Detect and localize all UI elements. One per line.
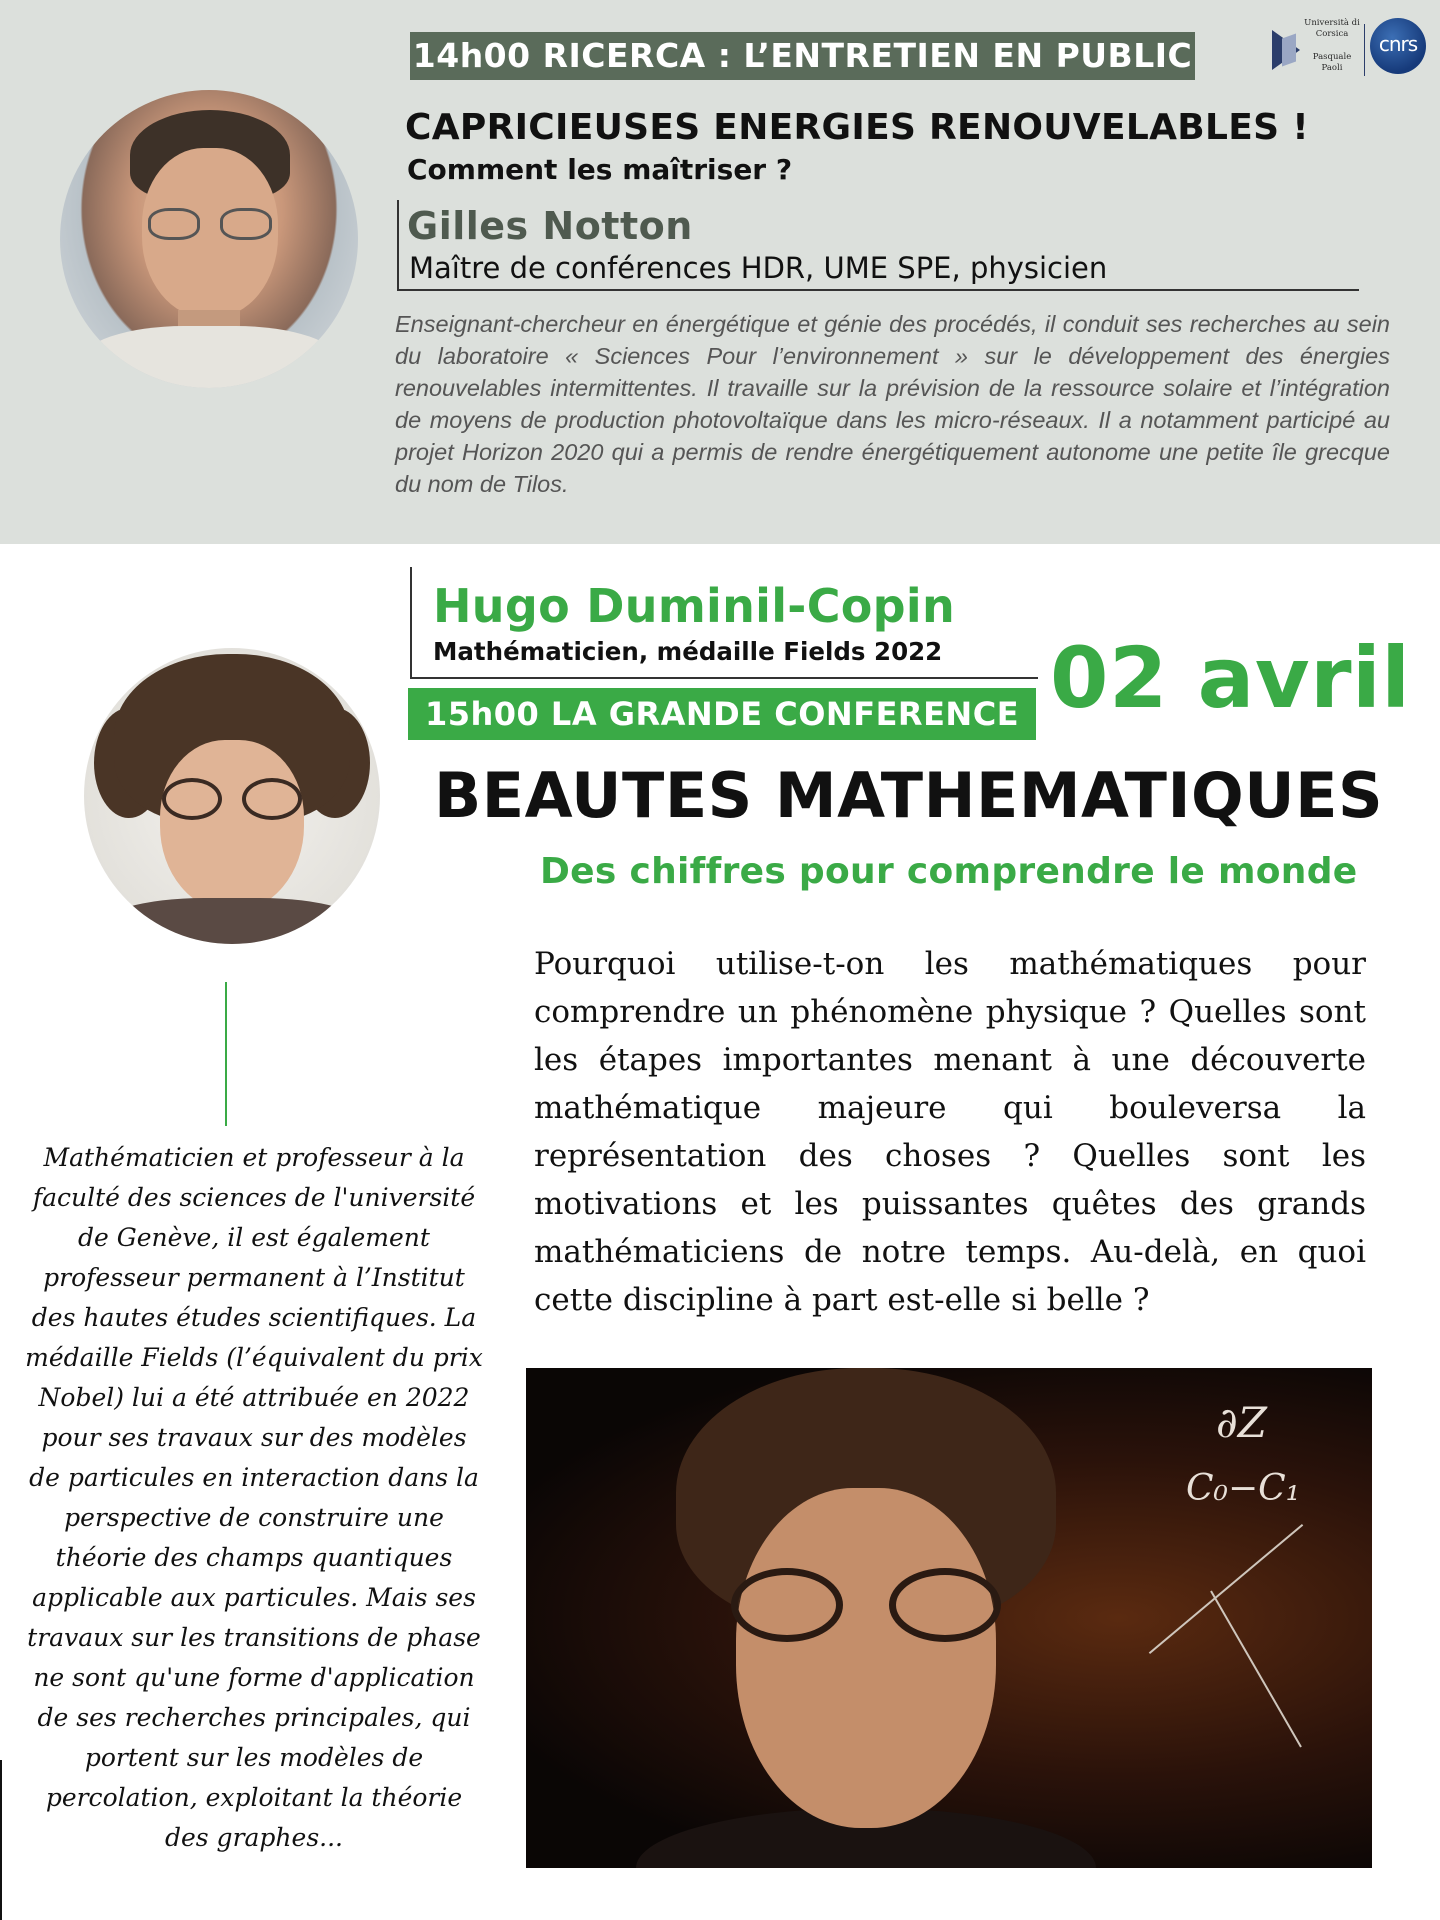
glasses-icon <box>731 1568 1001 1642</box>
portrait-gilles-notton <box>60 90 358 388</box>
university-logo-line1: Università di Corsica <box>1304 18 1360 39</box>
portrait-hugo-duminil-copin <box>84 648 380 944</box>
chalk-equation-icon: ∂Z <box>1216 1398 1267 1447</box>
time-banner-ricerca: 14h00 RICERCA : L’ENTRETIEN EN PUBLIC <box>410 32 1195 80</box>
speaker-name-top: Gilles Notton <box>407 204 693 248</box>
top-section <box>0 0 1440 544</box>
main-subtitle: Des chiffres pour comprendre le monde <box>540 851 1358 892</box>
partner-logos <box>1268 14 1424 86</box>
glasses-icon <box>148 208 272 242</box>
university-logo-line2: Pasquale Paoli <box>1312 52 1352 73</box>
speaker-name-main: Hugo Duminil-Copin <box>433 579 956 633</box>
logo-separator <box>1364 24 1365 76</box>
university-logo <box>1268 14 1358 86</box>
main-title: BEAUTES MATHEMATIQUES <box>434 759 1384 832</box>
speaker-photo-blackboard <box>526 1368 1372 1868</box>
event-date: 02 avril <box>1050 629 1411 727</box>
speaker-bio-main: Mathématicien et professeur à la faculté des sciences de l'université de Genève, il est également professeur permanent à l’Institut des hautes études scientifiques. La médaille Fields (l’équivalent du prix Nobel) lui a été attribuée en 2022 pour ses travaux sur des modèles de particules en interaction dans la perspective de construire une théorie des champs quantiques applicable aux particules. Mais ses travaux sur les transitions de phase ne sont qu'une forme d'application de ses recherches principales, qui portent sur les modèles de percolation, exploitant la théorie des graphes... <box>25 1143 483 1852</box>
conference-description: Pourquoi utilise-t-on les mathématiques pour comprendre un phénomène physique ? Quelles sont les étapes importantes menant à une découverte mathématique majeure qui bouleversa la représentation des choses ? Quelles sont les motivations et les puissantes quêtes des grands mathématiciens de notre temps. Au-delà, en quoi cette discipline à part est-elle si belle ? <box>534 946 1366 1318</box>
chalk-formula-icon: C₀−C₁ <box>1186 1468 1301 1509</box>
cnrs-logo: cnrs <box>1370 18 1426 74</box>
speaker-role-main: Mathématicien, médaille Fields 2022 <box>433 637 943 666</box>
left-edge-line <box>0 1760 2 1920</box>
speaker-bio-top: Enseignant-chercheur en énergétique et génie des procédés, il conduit ses recherches au sein du laboratoire « Sciences Pour l’environnement » sur le développement des énergies renouvelables intermittentes. Il travaille sur la prévision de la ressource solaire et l’intégration de moyens de production photovoltaïque dans les micro-réseaux. Il a notamment participé au projet Horizon 2020 qui a permis de rendre énergétiquement autonome une petite île grecque du nom de Tilos. <box>395 311 1390 497</box>
speaker-role-top: Maître de conférences HDR, UME SPE, physicien <box>409 251 1108 285</box>
talk-subtitle-top: Comment les maîtriser ? <box>407 153 793 186</box>
university-emblem-shape-icon <box>1282 33 1296 66</box>
time-banner-conference: 15h00 LA GRANDE CONFERENCE <box>408 688 1036 740</box>
talk-title-top: CAPRICIEUSES ENERGIES RENOUVELABLES ! <box>405 107 1309 148</box>
glasses-icon <box>162 778 302 820</box>
side-divider <box>225 982 227 1126</box>
